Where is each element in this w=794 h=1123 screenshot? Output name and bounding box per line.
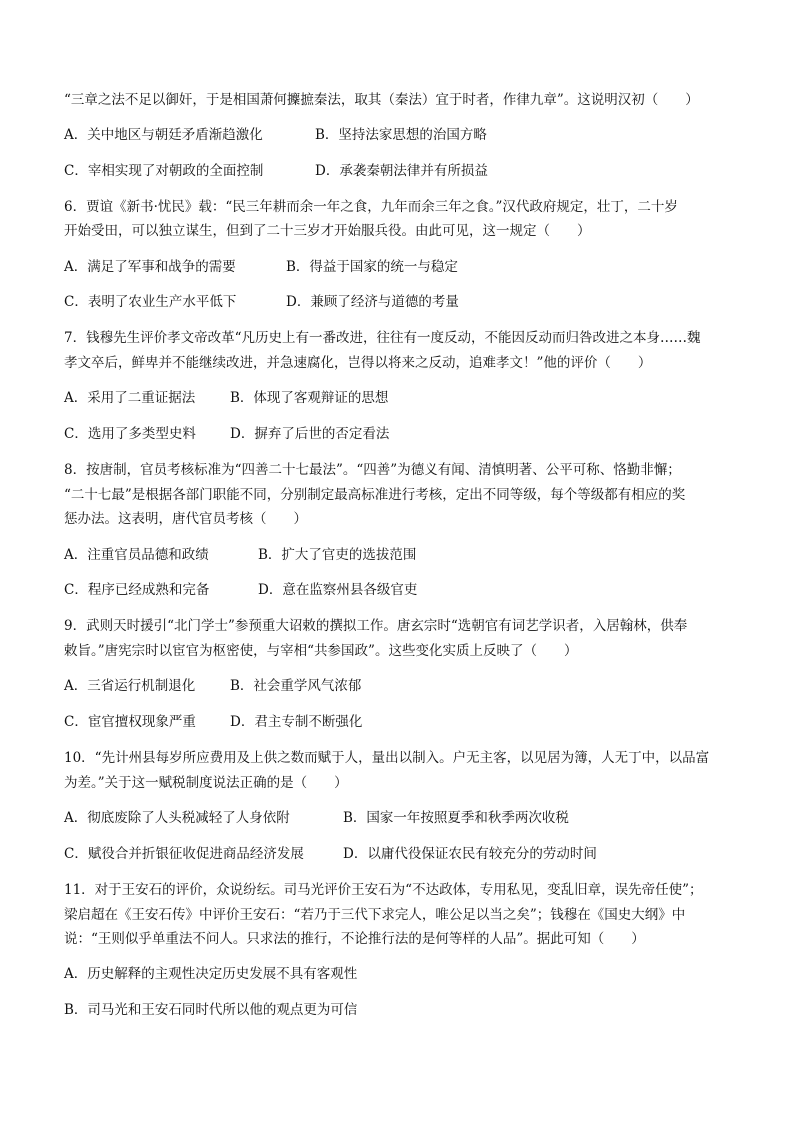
q9-option-b[interactable]: B．社会重学风气浓郁 bbox=[230, 678, 362, 694]
q5-option-a[interactable]: A．关中地区与朝廷矛盾渐趋激化 bbox=[64, 127, 263, 143]
q8-options-row-1 bbox=[64, 545, 734, 565]
q9-option-c[interactable]: C．宦官擅权现象严重 bbox=[64, 714, 196, 730]
q10-option-b[interactable]: B．国家一年按照夏季和秋季两次收税 bbox=[343, 810, 569, 826]
q5-option-c[interactable]: C．宰相实现了对朝政的全面控制 bbox=[64, 163, 264, 179]
q8-option-d[interactable]: D．意在监察州县各级官吏 bbox=[258, 582, 418, 598]
q9-option-a[interactable]: A．三省运行机制退化 bbox=[64, 678, 196, 694]
q7-option-b[interactable]: B．体现了客观辩证的思想 bbox=[230, 390, 389, 406]
q8-options-row-2 bbox=[64, 580, 734, 600]
q6-option-a[interactable]: A．满足了军事和战争的需要 bbox=[64, 259, 236, 275]
q7-option-c[interactable]: C．选用了多类型史料 bbox=[64, 426, 196, 442]
q6-option-c[interactable]: C．表明了农业生产水平低下 bbox=[64, 294, 237, 310]
q7-option-a[interactable]: A．采用了二重证据法 bbox=[64, 390, 196, 406]
q8-option-b[interactable]: B．扩大了官吏的选拔范围 bbox=[258, 547, 417, 563]
q5-options-row-2 bbox=[64, 161, 734, 181]
q11-stem-line-3: 说：“王则似乎单重法不问人。只求法的推行，不论推行法的是何等样的人品”。据此可知（ ） bbox=[64, 931, 645, 947]
q11-options-row-2 bbox=[64, 1000, 734, 1020]
q11-options-row-1 bbox=[64, 964, 734, 984]
q5-option-b[interactable]: B．坚持法家思想的治国方略 bbox=[315, 127, 487, 143]
q9-option-d[interactable]: D．君主专制不断强化 bbox=[230, 714, 363, 730]
q10-option-d[interactable]: D．以庸代役保证农民有较充分的劳动时间 bbox=[343, 846, 597, 862]
q7-options-row-1 bbox=[64, 388, 734, 408]
q6-option-b[interactable]: B．得益于国家的统一与稳定 bbox=[286, 259, 458, 275]
q11-option-b[interactable]: B．司马光和王安石同时代所以他的观点更为可信 bbox=[64, 1002, 358, 1018]
q11-stem-line-1: 11．对于王安石的评价，众说纷纭。司马光评价王安石为“不达政体，专用私见，变乱旧章，误先帝任使”； bbox=[64, 882, 703, 898]
q8-option-a[interactable]: A．注重官员品德和政绩 bbox=[64, 547, 209, 563]
q6-stem-line-2: 开始受田，可以独立谋生，但到了二十三岁才开始服兵役。由此可见，这一规定（ ） bbox=[64, 223, 591, 239]
q5-option-d[interactable]: D．承袭秦朝法律并有所损益 bbox=[315, 163, 488, 179]
q11-stem-line-2: 梁启超在《王安石传》中评价王安石：“若乃于三代下求完人，唯公足以当之矣”；钱穆在《国史大纲》中 bbox=[64, 907, 686, 923]
q11-option-a[interactable]: A．历史解释的主观性决定历史发展不具有客观性 bbox=[64, 966, 358, 982]
q9-options-row-2 bbox=[64, 712, 734, 732]
q7-stem-line-2: 孝文卒后，鲜卑并不能继续改进，并急速腐化，岂得以将来之反动，追难孝文！”他的评价（ ） bbox=[64, 355, 652, 371]
q8-option-c[interactable]: C．程序已经成熟和完备 bbox=[64, 582, 210, 598]
q7-stem-line-1: 7．钱穆先生评价孝文帝改革“凡历史上有一番改进，往往有一度反动，不能因反动而归咎改进之本身……魏 bbox=[64, 330, 701, 346]
q7-options-row-2 bbox=[64, 424, 734, 444]
q10-stem-line-1: 10．“先计州县每岁所应费用及上供之数而赋于人，量出以制入。户无主客，以见居为簿，人无丁中，以品富 bbox=[64, 750, 710, 766]
q10-options-row-1 bbox=[64, 808, 734, 828]
q6-stem-line-1: 6．贾谊《新书·忧民》载：“民三年耕而余一年之食，九年而余三年之食。”汉代政府规定，壮丁，二十岁 bbox=[64, 199, 678, 215]
q6-options-row-2 bbox=[64, 292, 734, 312]
q6-options-row-1 bbox=[64, 257, 734, 277]
q8-stem-line-3: 惩办法。这表明，唐代官员考核（ ） bbox=[64, 511, 307, 527]
q9-stem-line-2: 敕旨。”唐宪宗时以宦官为枢密使，与宰相“共参国政”。这些变化实质上反映了（ ） bbox=[64, 643, 578, 659]
q9-options-row-1 bbox=[64, 676, 734, 696]
q7-option-d[interactable]: D．摒弃了后世的否定看法 bbox=[230, 426, 390, 442]
q9-stem-line-1: 9．武则天时援引“北门学士”参预重大诏敕的撰拟工作。唐玄宗时“选朝官有词艺学识者，入居翰林，供奉 bbox=[64, 618, 688, 634]
q8-stem-line-2: “二十七最”是根据各部门职能不同，分别制定最高标准进行考核，定出不同等级，每个等级都有相应的奖 bbox=[64, 487, 686, 503]
q10-stem-line-2: 为差。”关于这一赋税制度说法正确的是（ ） bbox=[64, 775, 348, 791]
q5-stem-line-1: “三章之法不足以御奸，于是相国萧何攈摭秦法，取其（秦法）宜于时者，作律九章”。这说明汉初（ ） bbox=[64, 92, 699, 108]
q10-option-a[interactable]: A．彻底废除了人头税减轻了人身依附 bbox=[64, 810, 290, 826]
q6-option-d[interactable]: D．兼顾了经济与道德的考量 bbox=[286, 294, 459, 310]
q10-options-row-2 bbox=[64, 844, 734, 864]
q5-options-row-1 bbox=[64, 125, 734, 145]
q8-stem-line-1: 8．按唐制，官员考核标准为“四善二十七最法”。“四善”为德义有闻、清慎明著、公平可称、恪勤非懈； bbox=[64, 462, 681, 478]
q10-option-c[interactable]: C．赋役合并折银征收促进商品经济发展 bbox=[64, 846, 304, 862]
